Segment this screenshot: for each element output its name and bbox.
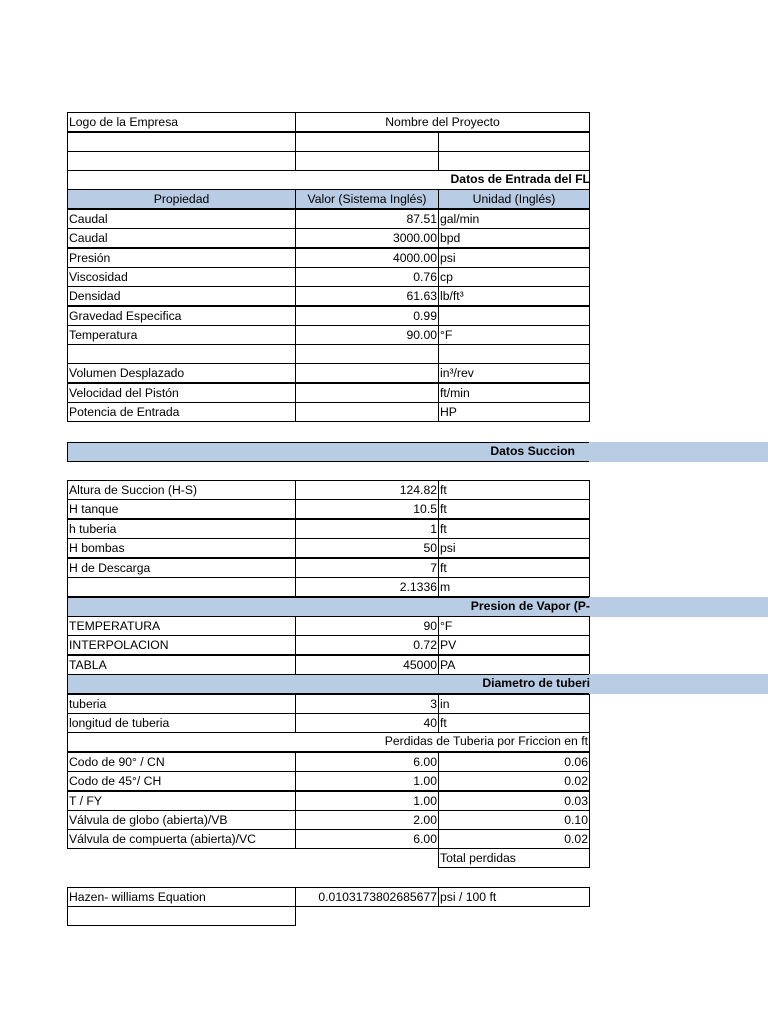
- entrada-unit-cell[interactable]: ft/min: [438, 383, 590, 403]
- diametro-value-cell[interactable]: 40: [295, 713, 439, 733]
- vapor-band-extension: [589, 597, 768, 617]
- perdidas-property-cell[interactable]: Válvula de compuerta (abierta)/VC: [67, 829, 296, 849]
- vapor-value-cell[interactable]: 45000: [295, 655, 439, 675]
- empty-cell[interactable]: [438, 151, 590, 171]
- vapor-property-cell[interactable]: TABLA: [67, 655, 296, 675]
- diametro-property-cell[interactable]: longitud de tuberia: [67, 713, 296, 733]
- entrada-unit-cell[interactable]: in³/rev: [438, 363, 590, 383]
- succion-value-cell[interactable]: 1: [295, 519, 439, 539]
- entrada-unit-cell[interactable]: °F: [438, 325, 590, 345]
- diametro-title: Diametro de tuberi: [482, 676, 590, 690]
- succion-unit-cell[interactable]: ft: [438, 558, 590, 578]
- entrada-value-cell[interactable]: 87.51: [295, 209, 439, 229]
- vapor-property-cell[interactable]: INTERPOLACION: [67, 635, 296, 655]
- perdidas-value-cell[interactable]: 2.00: [295, 810, 439, 830]
- entrada-property-cell[interactable]: Gravedad Especifica: [67, 306, 296, 326]
- perdidas-property-cell[interactable]: Válvula de globo (abierta)/VB: [67, 810, 296, 830]
- succion-property-cell[interactable]: H bombas: [67, 538, 296, 558]
- project-name-cell[interactable]: Nombre del Proyecto: [295, 112, 590, 132]
- perdidas-value-cell[interactable]: 1.00: [295, 791, 439, 811]
- succion-property-cell[interactable]: [67, 577, 296, 597]
- empty-cell[interactable]: [67, 906, 296, 926]
- succion-property-cell[interactable]: H de Descarga: [67, 558, 296, 578]
- entrada-property-cell[interactable]: [67, 344, 296, 364]
- perdidas-value-cell[interactable]: 6.00: [295, 829, 439, 849]
- empty-cell[interactable]: [438, 132, 590, 152]
- hazen-value[interactable]: 0.0103173802685677: [295, 887, 439, 907]
- vapor-title: Presion de Vapor (P-: [470, 599, 590, 613]
- succion-unit-cell[interactable]: psi: [438, 538, 590, 558]
- succion-value-cell[interactable]: 50: [295, 538, 439, 558]
- entrada-value-cell[interactable]: [295, 383, 439, 403]
- entrada-unit-cell[interactable]: psi: [438, 248, 590, 268]
- empty-cell[interactable]: [67, 132, 296, 152]
- diametro-value-cell[interactable]: 3: [295, 694, 439, 714]
- entrada-value-cell[interactable]: 0.99: [295, 306, 439, 326]
- succion-unit-cell[interactable]: ft: [438, 499, 590, 519]
- vapor-unit-cell[interactable]: PA: [438, 655, 590, 675]
- succion-value-cell[interactable]: 2.1336: [295, 577, 439, 597]
- entrada-unit-cell[interactable]: HP: [438, 402, 590, 422]
- entrada-value-cell[interactable]: 61.63: [295, 286, 439, 306]
- perdidas-property-cell[interactable]: T / FY: [67, 791, 296, 811]
- header-propiedad: Propiedad: [67, 189, 296, 209]
- vapor-unit-cell[interactable]: °F: [438, 616, 590, 636]
- logo-cell[interactable]: Logo de la Empresa: [67, 112, 296, 132]
- empty-cell[interactable]: [295, 132, 439, 152]
- vapor-value-cell[interactable]: 0.72: [295, 635, 439, 655]
- perdidas-unit-cell[interactable]: 0.06: [438, 752, 590, 772]
- succion-band-extension: [589, 442, 768, 462]
- entrada-unit-cell[interactable]: gal/min: [438, 209, 590, 229]
- vapor-value-cell[interactable]: 90: [295, 616, 439, 636]
- entrada-value-cell[interactable]: 90.00: [295, 325, 439, 345]
- perdidas-property-cell[interactable]: Codo de 90° / CN: [67, 752, 296, 772]
- diametro-unit-cell[interactable]: ft: [438, 713, 590, 733]
- entrada-property-cell[interactable]: Temperatura: [67, 325, 296, 345]
- diametro-unit-cell[interactable]: in: [438, 694, 590, 714]
- entrada-unit-cell[interactable]: lb/ft³: [438, 286, 590, 306]
- entrada-property-cell[interactable]: Viscosidad: [67, 267, 296, 287]
- perdidas-property-cell[interactable]: Codo de 45°/ CH: [67, 771, 296, 791]
- succion-value-cell[interactable]: 7: [295, 558, 439, 578]
- perdidas-unit-cell[interactable]: 0.02: [438, 771, 590, 791]
- entrada-property-cell[interactable]: Caudal: [67, 209, 296, 229]
- perdidas-unit-cell[interactable]: 0.02: [438, 829, 590, 849]
- entrada-value-cell[interactable]: [295, 363, 439, 383]
- succion-value-cell[interactable]: 124.82: [295, 480, 439, 500]
- empty-cell[interactable]: [295, 151, 439, 171]
- empty-cell[interactable]: [67, 151, 296, 171]
- succion-unit-cell[interactable]: ft: [438, 480, 590, 500]
- header-unidad: Unidad (Inglés): [438, 189, 590, 209]
- entrada-property-cell[interactable]: Caudal: [67, 228, 296, 248]
- diametro-property-cell[interactable]: tuberia: [67, 694, 296, 714]
- perdidas-unit-cell[interactable]: 0.03: [438, 791, 590, 811]
- entrada-property-cell[interactable]: Presión: [67, 248, 296, 268]
- entrada-property-cell[interactable]: Potencia de Entrada: [67, 402, 296, 422]
- hazen-unit[interactable]: psi / 100 ft: [438, 887, 590, 907]
- entrada-title: Datos de Entrada del FL: [450, 172, 590, 186]
- perdidas-value-cell[interactable]: 6.00: [295, 752, 439, 772]
- total-perdidas-cell[interactable]: Total perdidas: [438, 848, 590, 868]
- hazen-label[interactable]: Hazen- williams Equation: [67, 887, 296, 907]
- header-valor: Valor (Sistema Inglés): [295, 189, 439, 209]
- entrada-value-cell[interactable]: [295, 402, 439, 422]
- entrada-unit-cell[interactable]: bpd: [438, 228, 590, 248]
- perdidas-unit-cell[interactable]: 0.10: [438, 810, 590, 830]
- succion-property-cell[interactable]: h tuberia: [67, 519, 296, 539]
- succion-property-cell[interactable]: H tanque: [67, 499, 296, 519]
- succion-value-cell[interactable]: 10.5: [295, 499, 439, 519]
- entrada-property-cell[interactable]: Volumen Desplazado: [67, 363, 296, 383]
- succion-unit-cell[interactable]: m: [438, 577, 590, 597]
- vapor-unit-cell[interactable]: PV: [438, 635, 590, 655]
- entrada-value-cell[interactable]: [295, 344, 439, 364]
- entrada-unit-cell[interactable]: [438, 344, 590, 364]
- perdidas-title: Perdidas de Tuberia por Friccion en ft: [384, 734, 588, 748]
- diametro-band-extension: [589, 674, 768, 694]
- entrada-property-cell[interactable]: Velocidad del Pistón: [67, 383, 296, 403]
- succion-title: Datos Succion: [490, 444, 575, 458]
- entrada-unit-cell[interactable]: [438, 306, 590, 326]
- vapor-property-cell[interactable]: TEMPERATURA: [67, 616, 296, 636]
- entrada-unit-cell[interactable]: cp: [438, 267, 590, 287]
- entrada-value-cell[interactable]: 3000.00: [295, 228, 439, 248]
- succion-unit-cell[interactable]: ft: [438, 519, 590, 539]
- succion-property-cell[interactable]: Altura de Succion (H-S): [67, 480, 296, 500]
- entrada-value-cell[interactable]: 0.76: [295, 267, 439, 287]
- perdidas-value-cell[interactable]: 1.00: [295, 771, 439, 791]
- entrada-value-cell[interactable]: 4000.00: [295, 248, 439, 268]
- entrada-property-cell[interactable]: Densidad: [67, 286, 296, 306]
